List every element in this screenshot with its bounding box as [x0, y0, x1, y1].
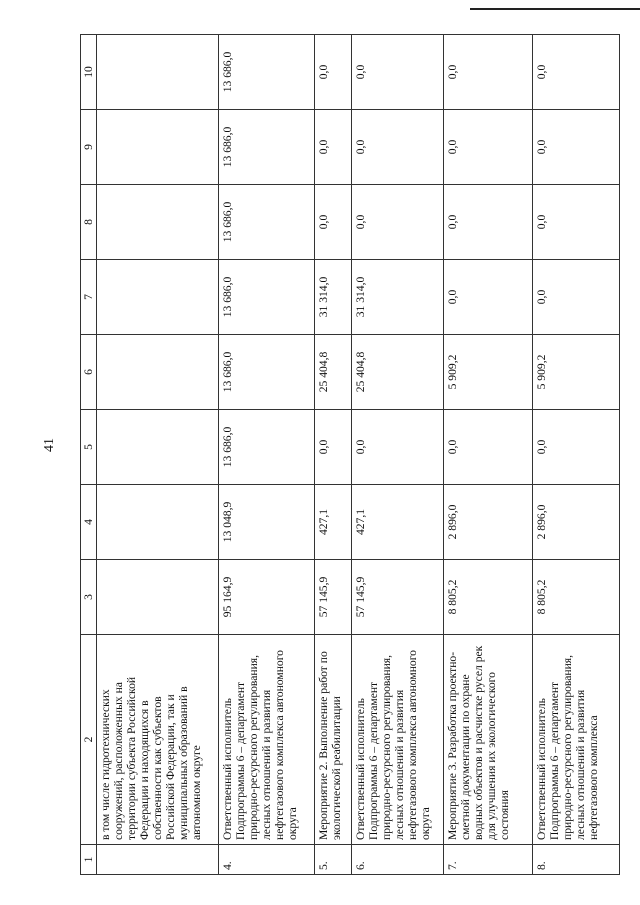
header-cell: 8: [81, 185, 97, 260]
value-cell: 0,0: [315, 185, 352, 260]
value-cell: 8 805,2: [532, 560, 619, 635]
value-cell: 0,0: [443, 35, 532, 110]
table-row: [219, 35, 315, 875]
budget-table: [80, 34, 620, 875]
value-cell: 0,0: [532, 110, 619, 185]
row-description: в том числе гидротехнических сооружений, расположенных на территории субъекта Российской Федерации и находящихся в собственности как субъектов Российской Федерации, так и муниципальных образований в автономном округе: [97, 635, 219, 845]
header-cell: 1: [81, 845, 97, 875]
value-cell: [97, 110, 219, 185]
value-cell: 13 686,0: [219, 110, 315, 185]
row-description: Мероприятие 3. Разработка проектно-сметной документации по охране водных объектов и расчистке русел рек для улучшения их экологического состояния: [443, 635, 532, 845]
value-cell: 0,0: [532, 260, 619, 335]
value-cell: [97, 335, 219, 410]
row-index: 7.: [443, 845, 532, 875]
value-cell: [97, 485, 219, 560]
value-cell: 0,0: [532, 410, 619, 485]
value-cell: 8 805,2: [443, 560, 532, 635]
value-cell: 0,0: [352, 185, 443, 260]
row-index: [97, 845, 219, 875]
top-right-rule: [470, 8, 640, 10]
row-index: 4.: [219, 845, 315, 875]
table-header-row: [81, 35, 97, 875]
rotated-table-container: [80, 35, 620, 875]
value-cell: 0,0: [315, 410, 352, 485]
table-row: [532, 35, 619, 875]
header-cell: 2: [81, 635, 97, 845]
value-cell: 13 686,0: [219, 185, 315, 260]
value-cell: 0,0: [352, 110, 443, 185]
header-cell: 3: [81, 560, 97, 635]
value-cell: 5 909,2: [443, 335, 532, 410]
value-cell: 0,0: [352, 410, 443, 485]
value-cell: 0,0: [532, 35, 619, 110]
row-description: Ответственный исполнитель Подпрограммы 6 – департамент природно-ресурсного регулирования, лесных отношений и развития нефтегазового комплекса автономного округа: [352, 635, 443, 845]
value-cell: 2 896,0: [443, 485, 532, 560]
row-description: Мероприятие 2. Выполнение работ по экологической реабилитации: [315, 635, 352, 845]
row-description: Ответственный исполнитель Подпрограммы 6 – департамент природно-ресурсного регулирования, лесных отношений и развития нефтегазового комплекса автономного округа: [219, 635, 315, 845]
header-cell: 9: [81, 110, 97, 185]
value-cell: 31 314,0: [352, 260, 443, 335]
value-cell: [97, 35, 219, 110]
value-cell: [97, 560, 219, 635]
header-cell: 10: [81, 35, 97, 110]
value-cell: 0,0: [443, 410, 532, 485]
value-cell: 0,0: [315, 110, 352, 185]
value-cell: 427,1: [315, 485, 352, 560]
value-cell: 2 896,0: [532, 485, 619, 560]
value-cell: 13 686,0: [219, 335, 315, 410]
table-row: [315, 35, 352, 875]
value-cell: 13 686,0: [219, 35, 315, 110]
value-cell: [97, 260, 219, 335]
value-cell: 0,0: [352, 35, 443, 110]
value-cell: 31 314,0: [315, 260, 352, 335]
value-cell: 0,0: [443, 260, 532, 335]
value-cell: 427,1: [352, 485, 443, 560]
header-cell: 5: [81, 410, 97, 485]
value-cell: [97, 185, 219, 260]
header-cell: 7: [81, 260, 97, 335]
table-row: [352, 35, 443, 875]
value-cell: [97, 410, 219, 485]
header-cell: 6: [81, 335, 97, 410]
value-cell: 13 686,0: [219, 260, 315, 335]
page-number: 41: [42, 438, 57, 452]
row-index: 6.: [352, 845, 443, 875]
value-cell: 0,0: [532, 185, 619, 260]
value-cell: 5 909,2: [532, 335, 619, 410]
value-cell: 57 145,9: [352, 560, 443, 635]
value-cell: 0,0: [443, 185, 532, 260]
table-row: [97, 35, 219, 875]
value-cell: 13 686,0: [219, 410, 315, 485]
value-cell: 25 404,8: [352, 335, 443, 410]
row-index: 5.: [315, 845, 352, 875]
value-cell: 13 048,9: [219, 485, 315, 560]
value-cell: 0,0: [443, 110, 532, 185]
value-cell: 95 164,9: [219, 560, 315, 635]
row-index: 8.: [532, 845, 619, 875]
header-cell: 4: [81, 485, 97, 560]
table-row: [443, 35, 532, 875]
value-cell: 25 404,8: [315, 335, 352, 410]
value-cell: 0,0: [315, 35, 352, 110]
value-cell: 57 145,9: [315, 560, 352, 635]
row-description: Ответственный исполнитель Подпрограммы 6 – департамент природно-ресурсного регулирования, лесных отношений и развития нефтегазового комплекса: [532, 635, 619, 845]
